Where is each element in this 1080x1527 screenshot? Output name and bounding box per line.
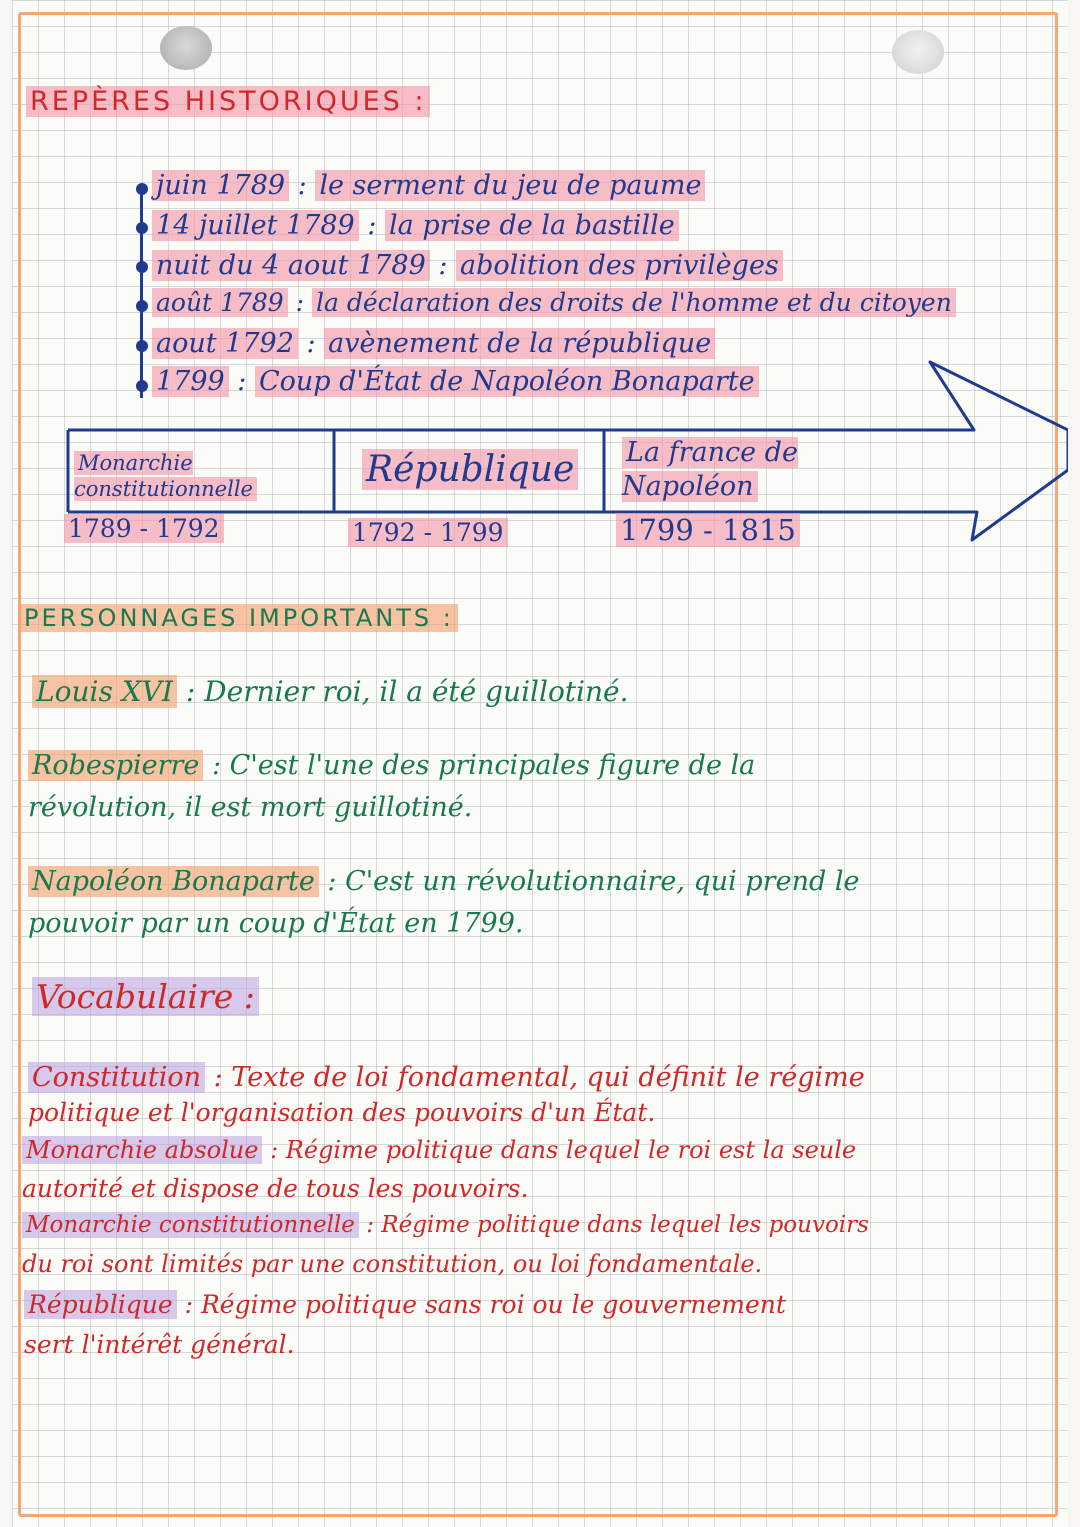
timeline-item: 14 juillet 1789 : la prise de la bastille [152,212,679,239]
period-label-republique: République [362,452,578,488]
heading-reperes: REPÈRES HISTORIQUES : [26,88,430,115]
timeline-item: août 1789 : la déclaration des droits de l'homme et du citoyen [152,290,956,315]
vocab-monarchie-constitutionnelle: Monarchie constitutionnelle : Régime politique dans lequel les pouvoirs [22,1214,869,1237]
timeline-item: aout 1792 : avènement de la république [152,330,715,357]
timeline-item: juin 1789 : le serment du jeu de paume [152,172,705,199]
period-arrow [12,0,1068,600]
vocab-monarchie-constitutionnelle-line2: du roi sont limités par une constitution, ou loi fondamentale. [22,1250,763,1278]
period-years: 1799 - 1815 [616,516,800,545]
vocab-constitution: Constitution : Texte de loi fondamental, qui définit le régime [28,1064,865,1091]
period-label-monarchie: Monarchie constitutionnelle [74,450,332,502]
heading-personnages: PERSONNAGES IMPORTANTS : [20,606,458,630]
period-years: 1792 - 1799 [348,520,508,545]
vocab-monarchie-absolue-line2: autorité et dispose de tous les pouvoirs. [22,1174,529,1203]
personnage-napoleon: Napoléon Bonaparte : C'est un révolutionnaire, qui prend le [28,868,859,895]
personnage-louis: Louis XVI : Dernier roi, il a été guillotiné. [32,678,629,706]
heading-vocabulaire: Vocabulaire : [32,980,259,1013]
timeline-item: 1799 : Coup d'État de Napoléon Bonaparte [152,368,759,395]
personnage-robespierre-line2: révolution, il est mort guillotiné. [28,792,473,823]
vocab-republique: République : Régime politique sans roi ou le gouvernement [24,1292,786,1317]
period-years: 1789 - 1792 [64,516,224,541]
timeline-item: nuit du 4 aout 1789 : abolition des privilèges [152,252,783,279]
notebook-page [12,0,1068,1527]
vocab-monarchie-absolue: Monarchie absolue : Régime politique dans lequel le roi est la seule [22,1138,856,1162]
vocab-republique-line2: sert l'intérêt général. [24,1330,295,1359]
personnage-robespierre: Robespierre : C'est l'une des principales figure de la [28,752,755,779]
personnage-napoleon-line2: pouvoir par un coup d'État en 1799. [28,908,524,939]
period-label-napoleon: La france de Napoléon [622,437,798,502]
vocab-constitution-line2: politique et l'organisation des pouvoirs d'un État. [28,1098,656,1127]
